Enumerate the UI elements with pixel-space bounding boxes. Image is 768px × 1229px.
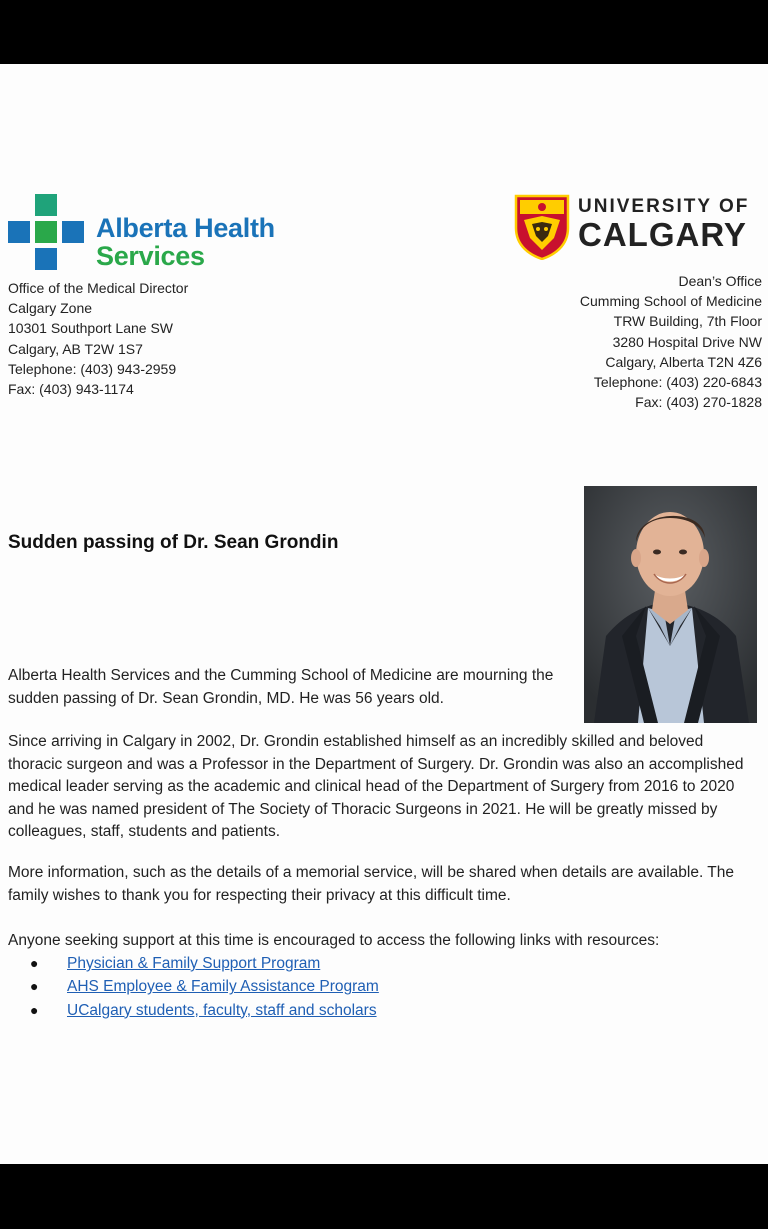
ucalgary-logo <box>514 192 766 262</box>
ucalgary-address <box>580 271 762 412</box>
bullet-icon: ● <box>30 1001 39 1018</box>
ucalgary-logo-line1: UNIVERSITY OF <box>578 196 750 217</box>
ahs-address <box>8 278 188 399</box>
letter-page <box>0 64 768 1164</box>
ahs-address-line: Calgary Zone <box>8 300 93 317</box>
ahs-logo-line2: Services <box>96 241 205 271</box>
ahs-address-line: Telephone: (403) 943-2959 <box>8 360 177 377</box>
ucalgary-address-line: 3280 Hospital Drive NW <box>612 333 762 350</box>
support-links-list <box>30 952 379 1022</box>
ahs-address-line: Fax: (403) 943-1174 <box>8 381 134 398</box>
ucalgary-logo-line2: CALGARY <box>578 216 747 253</box>
ahs-address-line: Calgary, AB T2W 1S7 <box>8 340 143 357</box>
bottom-black-bar <box>0 1164 768 1229</box>
link-ucalgary-resources[interactable]: UCalgary students, faculty, staff and scholars <box>67 1001 377 1019</box>
ucalgary-address-line: Dean’s Office <box>678 273 762 289</box>
ahs-cross-icon <box>8 194 84 270</box>
ahs-address-line: Office of the Medical Director <box>8 280 189 296</box>
ucalgary-shield-icon <box>514 194 570 260</box>
paragraph-career: Since arriving in Calgary in 2002, Dr. Grondin established himself as an incredibly skilled and beloved thoracic surgeon and was a Professor in the Department of Surgery. Dr. Grondin was also an accomplished medical leader serving as the academic and clinical head of the Department of Surgery from 2016 to 2020 and he was named president of The Society of Thoracic Surgeons in 2021. He will be greatly missed by colleagues, staff, students and patients. <box>8 733 744 840</box>
ahs-logo <box>8 194 278 274</box>
link-physician-family-support[interactable]: Physician & Family Support Program <box>67 955 321 972</box>
list-item <box>30 999 379 1022</box>
headline: Sudden passing of Dr. Sean Grondin <box>8 532 339 553</box>
paragraph-support: Anyone seeking support at this time is encouraged to access the following links with resources: <box>8 932 660 949</box>
link-ahs-employee-family-assistance[interactable]: AHS Employee & Family Assistance Program <box>67 978 379 996</box>
ucalgary-address-line: TRW Building, 7th Floor <box>613 313 762 330</box>
ucalgary-address-line: Calgary, Alberta T2N 4Z6 <box>605 353 762 370</box>
portrait-photo <box>584 486 757 723</box>
ahs-logo-line1: Alberta Health <box>96 213 275 243</box>
list-item <box>30 975 379 998</box>
paragraph-intro: Alberta Health Services and the Cumming School of Medicine are mourning the sudden passing of Dr. Sean Grondin, MD. He was 56 years old. <box>8 667 554 707</box>
bullet-icon: ● <box>30 978 39 995</box>
ahs-address-line: 10301 Southport Lane SW <box>8 320 174 337</box>
list-item <box>30 952 379 975</box>
bullet-icon: ● <box>30 955 39 971</box>
ucalgary-address-line: Fax: (403) 270-1828 <box>635 394 762 411</box>
ucalgary-address-line: Telephone: (403) 220-6843 <box>593 374 762 391</box>
top-black-bar <box>0 0 768 64</box>
paragraph-memorial: More information, such as the details of a memorial service, will be shared when details are available. The family wishes to thank you for respecting their privacy at this difficult time. <box>8 864 734 904</box>
ucalgary-address-line: Cumming School of Medicine <box>579 293 762 310</box>
